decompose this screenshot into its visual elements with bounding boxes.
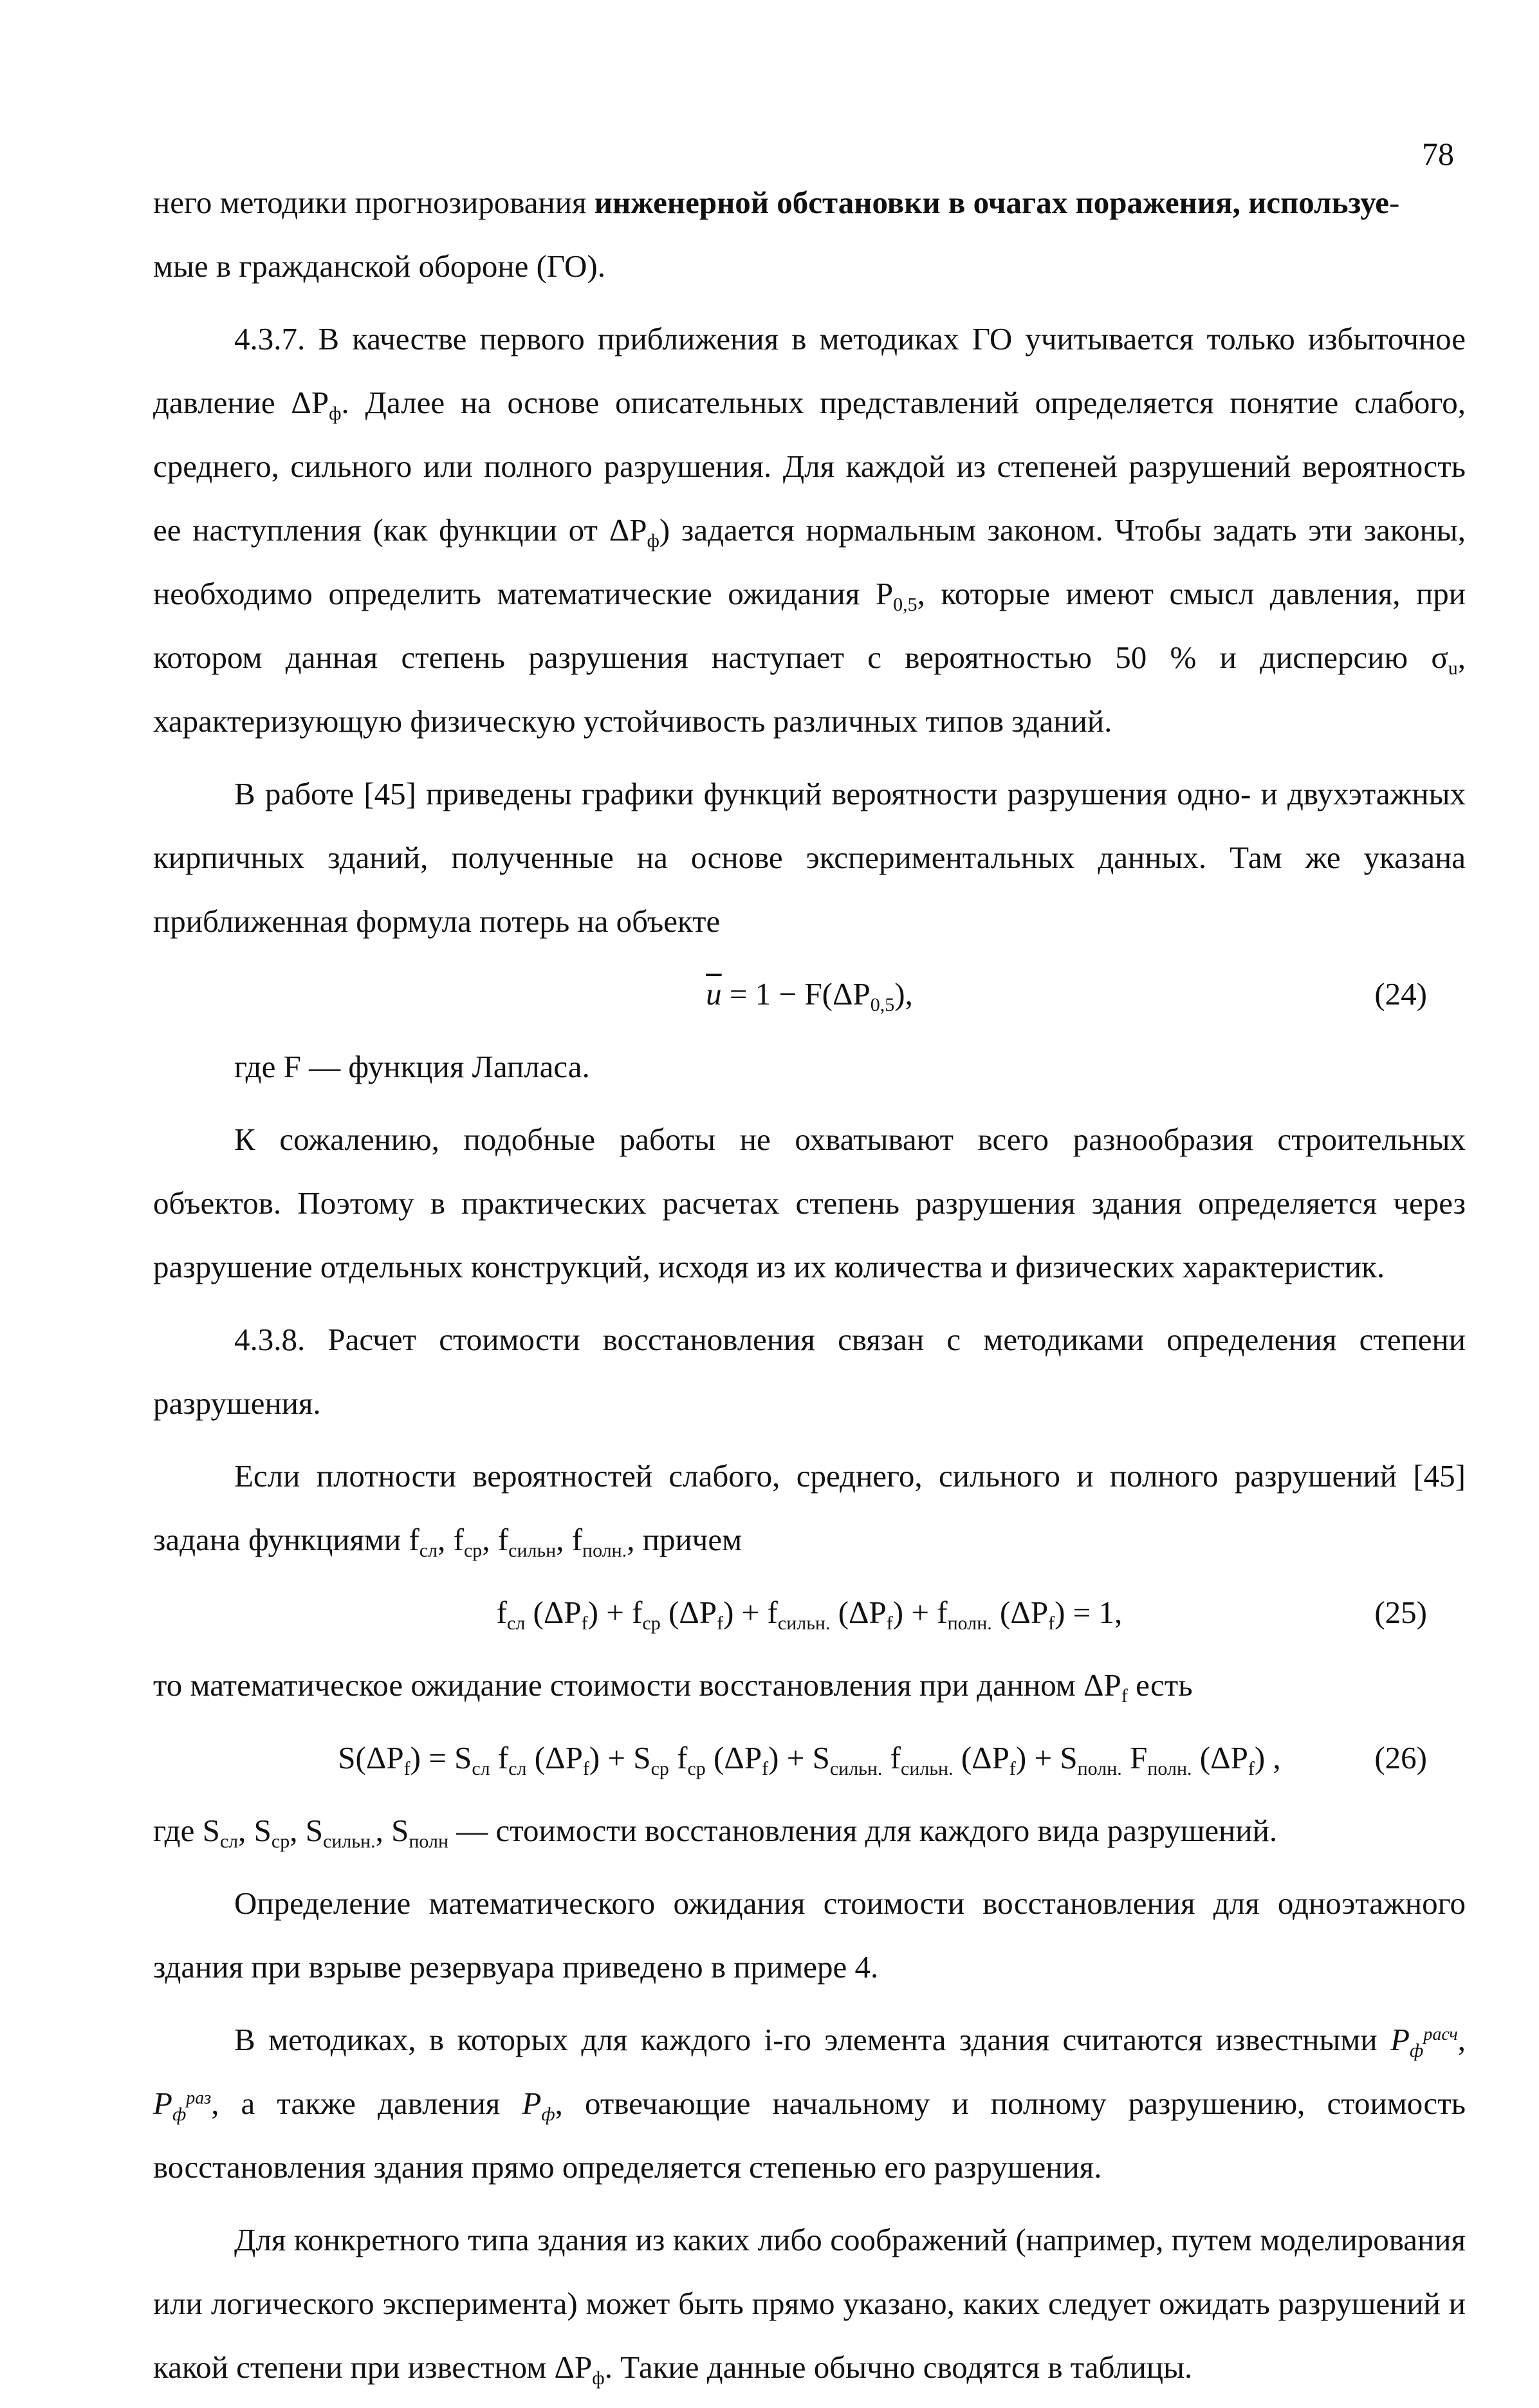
equation-number: (26)	[1374, 1740, 1427, 1775]
paragraph-then: то математическое ожидание стоимости восстановления при данном $\Delta P_f$ есть	[153, 1667, 1193, 1707]
paragraph-definition: Определение математического ожидания стоимости восстановления для одноэтажного здания при взрыве резервуара приведено в примере 4.	[153, 1885, 1466, 1985]
paragraph-work-45: В работе [45] приведены графики функций вероятности разрушения одно- и двухэтажных кирпичных зданий, полученные на основе экспериментальных данных. Там же указана приближенная формула потерь на объекте	[153, 776, 1466, 939]
equation-number: (24)	[1374, 976, 1427, 1012]
body-text	[153, 171, 1466, 2408]
paragraph-where-s: где $S_{сл}$, $S_{ср}$, $S_{сильн.}$, $S_{полн}$ — стоимости восстановления для каждого вида разрушений.	[153, 1813, 1278, 1852]
paragraph-concrete: Для конкретного типа здания из каких либо соображений (например, путем моделирования или логического эксперимента) может быть прямо указано, каких следует ожидать разрушений и какой степени при известном $\Delta P_ф$. Такие данные обычно сводятся в таблицы.	[153, 2222, 1466, 2389]
equation-25: $f_{сл}$ $(\Delta P_f) + f_{ср}$ $(\Delta P_f) + f_{сильн.}$ $(\Delta P_f) + f_{полн.}$ $(\Delta P_f) = 1$, (25)	[153, 1580, 1466, 1644]
paragraph-laplace: где F — функция Лапласа.	[234, 1049, 590, 1084]
paragraph-methods: В методиках, в которых для каждого i-го элемента здания считаются известными $P_ф^{расч}$, $P_ф^{раз}$, а также давления $P_ф$, отвечающие начальному и полному разрушению, стоимость восстановления здания прямо определяется степенью его разрушения.	[153, 2022, 1466, 2185]
paragraph-densities: Если плотности вероятностей слабого, среднего, сильного и полного разрушений [45] задана функциями $f_{сл}$, $f_{ср}$, $f_{сильн}$, $f_{полн.}$, причем	[153, 1458, 1466, 1561]
paragraph-regret: К сожалению, подобные работы не охватывают всего разнообразия строительных объектов. Поэтому в практических расчетах степень разрушения здания определяется через разрушение отдельных конструкций, исходя из их количества и физических характеристик.	[153, 1122, 1466, 1284]
paragraph-intro: него методики прогнозирования инженерной обстановки в очагах поражения, используе- мые в гражданской обороне (ГО).	[153, 185, 1400, 284]
page-number: 78	[1422, 136, 1454, 172]
equation-24: $\overline{u} = 1 - F(\Delta P_{0,5})$, (24)	[153, 962, 1466, 1026]
equation-26: $S(\Delta P_f) = S_{сл}$ $f_{сл}$ $(\Delta P_f) + S_{ср}$ $f_{ср}$ $(\Delta P_f) + S_{сильн.}$ $f_{сильн.}$ $(\Delta P_f) + S_{полн.}$ $F_{полн.}$ $(\Delta P_f)$ , (26)	[153, 1726, 1466, 1790]
equation-number: (25)	[1374, 1595, 1427, 1630]
paragraph-4-3-7: 4.3.7. В качестве первого приближения в методиках ГО учитывается только избыточное давление $\Delta P_ф$. Далее на основе описательных представлений определяется понятие слабого, среднего, сильного или полного разрушения. Для каждой из степеней разрушений вероятность ее наступления (как функции от $\Delta P_ф$) задается нормальным законом. Чтобы задать эти законы, необходимо определить математические ожидания $P_{0,5}$, которые имеют смысл давления, при котором данная степень разрушения наступает с вероятностью 50 % и дисперсию $\sigma_u$, характеризующую физическую устойчивость различных типов зданий.	[153, 321, 1466, 739]
paragraph-4-3-8: 4.3.8. Расчет стоимости восстановления связан с методиками определения степени разрушения.	[153, 1322, 1466, 1421]
